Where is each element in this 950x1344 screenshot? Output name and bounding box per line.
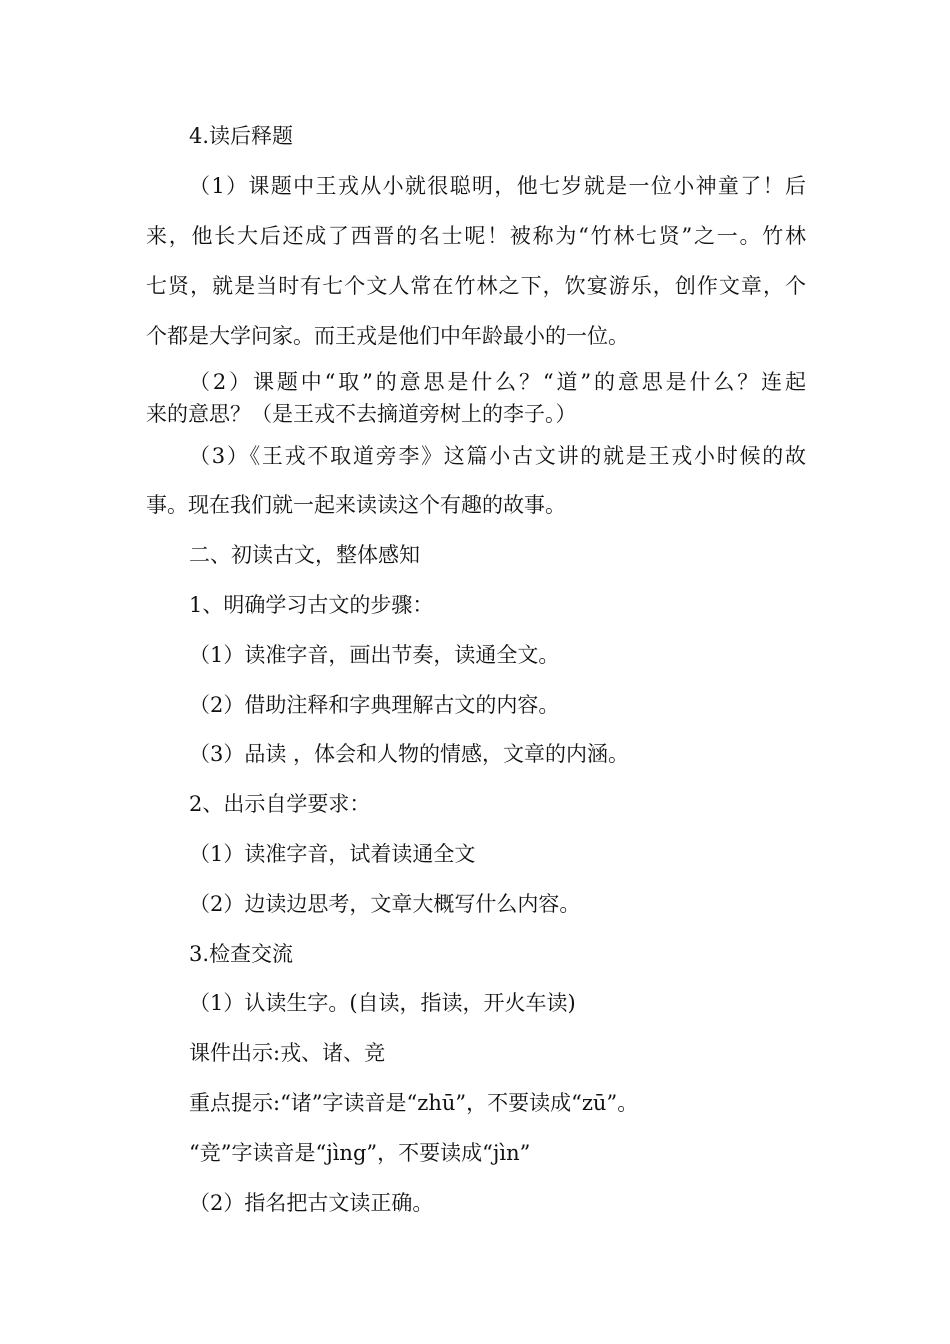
paragraph-line: 七贤，就是当时有七个文人常在竹林之下，饮宴游乐，创作文章，个 bbox=[146, 274, 806, 298]
list-item: （2）边读边思考，文章大概写什么内容。 bbox=[189, 892, 581, 916]
paragraph-line: 个都是大学问家。而王戎是他们中年龄最小的一位。 bbox=[146, 324, 629, 348]
list-item: （1）读准字音，试着读通全文 bbox=[189, 842, 476, 866]
sub-heading: 2、出示自学要求： bbox=[189, 792, 371, 816]
paragraph-line: 来，他长大后还成了西晋的名士呢！被称为“竹林七贤”之一。竹林 bbox=[146, 224, 806, 248]
paragraph-line: 事。现在我们就一起来读读这个有趣的故事。 bbox=[146, 493, 566, 517]
list-item: （2）借助注释和字典理解古文的内容。 bbox=[189, 693, 560, 717]
list-item: （2）指名把古文读正确。 bbox=[189, 1191, 434, 1215]
section-heading: 二、初读古文，整体感知 bbox=[189, 543, 420, 567]
sub-heading: 3.检查交流 bbox=[189, 942, 294, 966]
paragraph-line: （2）课题中“取”的意思是什么？“道”的意思是什么？连起 bbox=[189, 370, 806, 394]
sub-heading: 1、明确学习古文的步骤： bbox=[189, 593, 434, 617]
paragraph-line: 课件出示:戎、诸、竞 bbox=[189, 1041, 386, 1065]
paragraph-line: （1）课题中王戎从小就很聪明，他七岁就是一位小神童了！后 bbox=[189, 174, 806, 198]
paragraph-line: 来的意思？（是王戎不去摘道旁树上的李子。） bbox=[146, 402, 577, 426]
list-item: （1）读准字音，画出节奏，读通全文。 bbox=[189, 643, 560, 667]
paragraph-line: 重点提示:“诸”字读音是“zhū”，不要读成“zū”。 bbox=[189, 1091, 639, 1115]
list-item: （3）品读 ，体会和人物的情感，文章的内涵。 bbox=[189, 742, 630, 766]
paragraph-line: （3）《王戎不取道旁李》这篇小古文讲的就是王戎小时候的故 bbox=[189, 444, 806, 468]
list-item: （1）认读生字。(自读，指读，开火车读) bbox=[189, 991, 576, 1015]
paragraph-line: “竞”字读音是“jìng”，不要读成“jìn” bbox=[189, 1141, 531, 1165]
heading-reading-title: 4.读后释题 bbox=[189, 124, 294, 148]
